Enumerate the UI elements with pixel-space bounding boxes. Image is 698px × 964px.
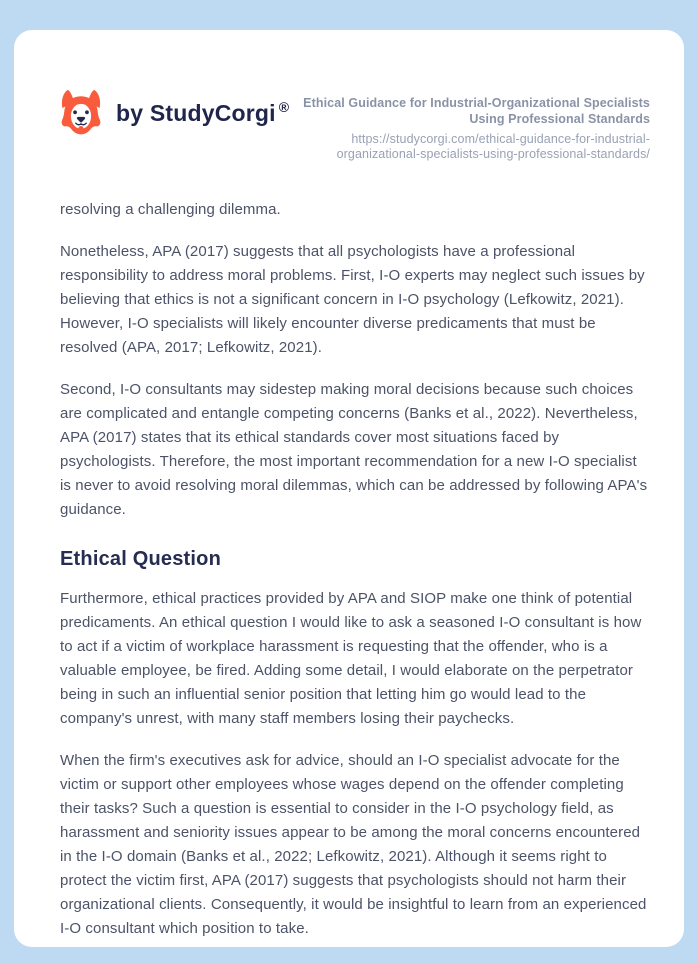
document-title: Ethical Guidance for Industrial-Organizational Specialists Using Professional Standards bbox=[303, 96, 650, 126]
document-meta bbox=[289, 74, 650, 162]
studycorgi-brand bbox=[60, 88, 289, 138]
document-url-link[interactable]: https://studycorgi.com/ethical-guidance-for-industrial-organizational-specialists-using-professional-standards/ bbox=[336, 132, 650, 161]
document-header bbox=[60, 74, 650, 162]
brand-name: by StudyCorgi ® bbox=[116, 99, 290, 126]
paragraph: Second, I-O consultants may sidestep making moral decisions because such choices are complicated and entangle competing concerns (Banks et al., 2022). Nevertheless, APA (2017) states that its ethical standards cover most situations faced by psychologists. Therefore, the most important recommendation for a new I-O specialist is never to avoid resolving moral dilemmas, which can be addressed by following APA's guidance. bbox=[60, 381, 648, 518]
paragraph: When the firm's executives ask for advice, should an I-O specialist advocate for the victim or support other employees whose wages depend on the offender completing their tasks? Such a question is essential to consider in the I-O psychology field, as harassment and seniority issues appear to be among the moral concerns encountered in the I-O domain (Banks et al., 2022; Lefkowitz, 2021). Although it seems right to protect the victim first, APA (2017) suggests that psychologists should not harm their organizational clients. Consequently, it would be insightful to learn from an experienced I-O consultant which position to take. bbox=[60, 752, 647, 937]
registered-trademark-mark: ® bbox=[278, 99, 290, 115]
paragraph: Nonetheless, APA (2017) suggests that all psychologists have a professional responsibility to address moral problems. First, I-O experts may neglect such issues by believing that ethics is not a significant concern in I-O psychology (Lefkowitz, 2021). However, I-O specialists will likely encounter diverse predicaments that must be resolved (APA, 2017; Lefkowitz, 2021). bbox=[60, 243, 645, 356]
document-card bbox=[14, 30, 684, 947]
paragraph: resolving a challenging dilemma. bbox=[60, 201, 281, 218]
corgi-logo-icon bbox=[60, 88, 102, 138]
paragraph: Furthermore, ethical practices provided by APA and SIOP make one think of potential predicaments. An ethical question I would like to ask a seasoned I-O consultant is how to act if a victim of workplace harassment is requesting that the offender, who is a valuable employee, be fired. Adding some detail, I would elaborate on the perpetrator being in such an influential senior position that letting him go would lead to the company's unrest, with many staff members losing their paychecks. bbox=[60, 590, 642, 727]
section-heading-ethical-question: Ethical Question bbox=[60, 548, 222, 570]
document-body bbox=[60, 198, 650, 941]
